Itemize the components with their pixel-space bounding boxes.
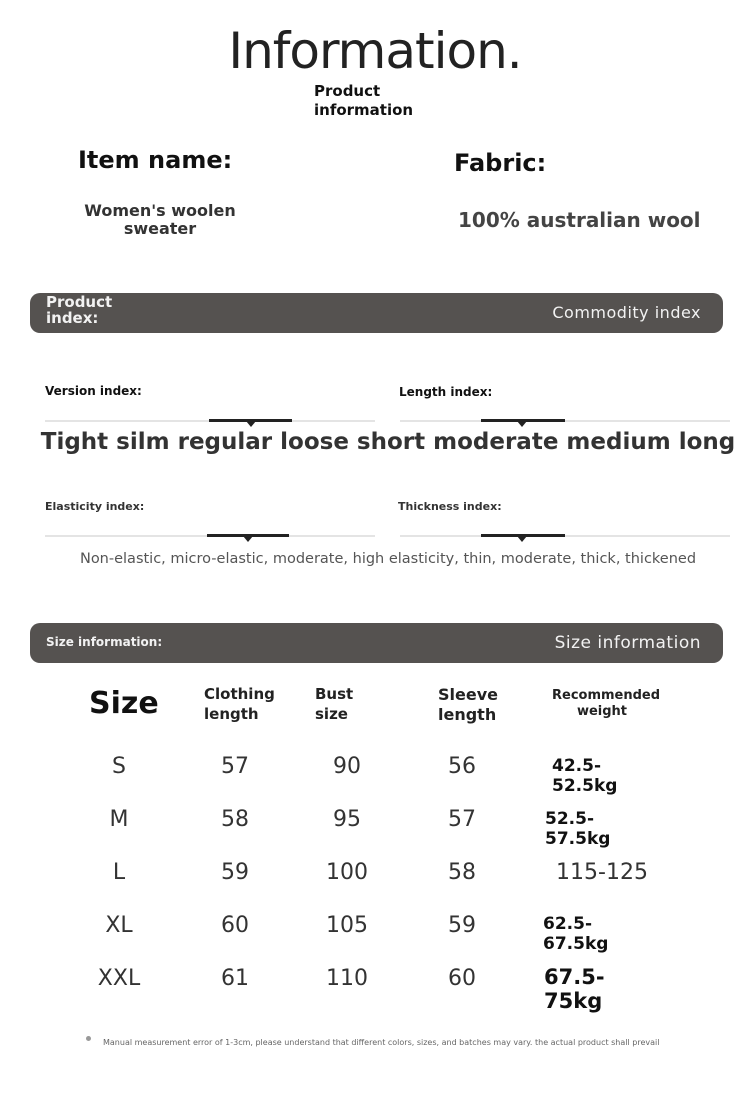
product-index-label: Product index: [46, 293, 113, 327]
thickness-index-track [400, 535, 730, 537]
table-cell-bust: 105 [326, 913, 368, 938]
header-clothing-length: Clothing length [204, 685, 275, 723]
length-index-pointer-icon [517, 421, 527, 427]
elasticity-index-pointer-icon [243, 536, 253, 542]
thickness-index-pointer-icon [517, 536, 527, 542]
table-cell-bust: 100 [326, 860, 368, 885]
commodity-index-label: Commodity index [552, 303, 701, 322]
table-cell-size: S [112, 754, 126, 779]
fabric-value: 100% australian wool [458, 208, 701, 232]
elasticity-scale-text: Non-elastic, micro-elastic, moderate, high elasticity, thin, moderate, thick, thickened [79, 551, 697, 567]
header-recommended-weight: Recommended weight [552, 688, 661, 719]
item-name-label: Item name: [78, 146, 233, 174]
table-cell-weight: 52.5-57.5kg [545, 809, 611, 849]
table-cell-clothing-length: 61 [221, 966, 249, 991]
version-index-label: Version index: [45, 384, 142, 398]
length-index-label: Length index: [399, 385, 493, 399]
table-cell-clothing-length: 58 [221, 807, 249, 832]
table-cell-sleeve: 57 [448, 807, 476, 832]
version-index-pointer-icon [246, 421, 256, 427]
size-information-bar [30, 623, 723, 663]
footer-note: Manual measurement error of 1-3cm, please understand that different colors, sizes, and batches may vary. the actual product shall prevail [103, 1038, 660, 1047]
length-index-track [400, 420, 730, 422]
table-cell-sleeve: 58 [448, 860, 476, 885]
page-subtitle: Product information [314, 82, 414, 119]
table-cell-weight: 67.5-75kg [544, 965, 605, 1013]
thickness-index-label: Thickness index: [398, 500, 502, 513]
table-cell-size: XXL [97, 966, 141, 991]
table-cell-sleeve: 59 [448, 913, 476, 938]
header-size: Size [89, 686, 159, 721]
item-name-value: Women's woolen sweater [84, 201, 236, 238]
fabric-label: Fabric: [454, 149, 547, 177]
table-cell-clothing-length: 57 [221, 754, 249, 779]
header-bust-size: Bust size [315, 685, 354, 723]
page-title: Information. [228, 22, 522, 80]
table-cell-size: XL [105, 913, 133, 938]
table-cell-bust: 90 [333, 754, 361, 779]
table-cell-sleeve: 60 [448, 966, 476, 991]
table-cell-clothing-length: 59 [221, 860, 249, 885]
table-cell-weight: 42.5-52.5kg [552, 756, 618, 796]
table-cell-clothing-length: 60 [221, 913, 249, 938]
table-cell-weight: 115-125 [556, 860, 648, 885]
size-information-label: Size information: [46, 635, 163, 649]
table-cell-size: M [109, 807, 129, 832]
table-cell-sleeve: 56 [448, 754, 476, 779]
header-sleeve-length: Sleeve length [438, 685, 498, 724]
product-index-bar [30, 293, 723, 333]
table-cell-bust: 110 [326, 966, 368, 991]
table-cell-size: L [112, 860, 126, 885]
fit-scale-text: Tight silm regular loose short moderate medium long [40, 429, 736, 455]
bullet-icon [86, 1036, 91, 1041]
size-information-title: Size information [554, 633, 701, 653]
table-cell-weight: 62.5-67.5kg [543, 914, 609, 954]
table-cell-bust: 95 [333, 807, 361, 832]
elasticity-index-label: Elasticity index: [45, 500, 145, 513]
